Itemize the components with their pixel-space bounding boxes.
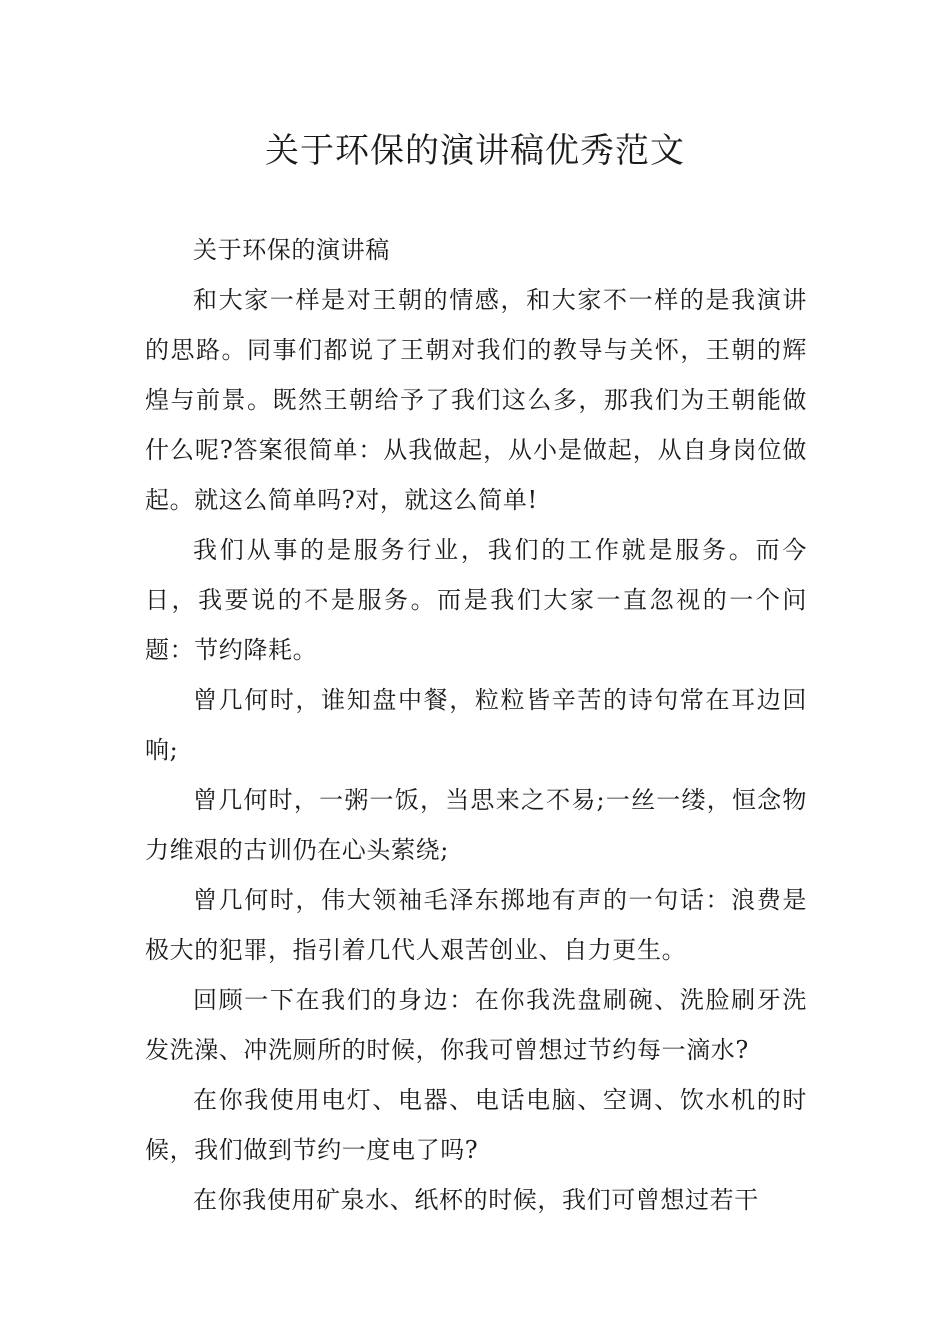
paragraph: 曾几何时，伟大领袖毛泽东掷地有声的一句话：浪费是极大的犯罪，指引着几代人艰苦创业、自力更生。: [145, 886, 807, 964]
paragraph-heading: 关于环保的演讲稿: [193, 236, 390, 264]
paragraph: 曾几何时，一粥一饭，当思来之不易;一丝一缕，恒念物力维艰的古训仍在心头萦绕;: [145, 786, 807, 864]
document-title: 关于环保的演讲稿优秀范文: [265, 131, 685, 171]
paragraph: 在你我使用电灯、电器、电话电脑、空调、饮水机的时候，我们做到节约一度电了吗?: [145, 1086, 807, 1164]
document-body: [145, 225, 807, 1225]
paragraph: 曾几何时，谁知盘中餐，粒粒皆辛苦的诗句常在耳边回响;: [145, 686, 807, 764]
paragraph: 回顾一下在我们的身边：在你我洗盘刷碗、洗脸刷牙洗发洗澡、冲洗厕所的时候，你我可曾想过节约每一滴水?: [145, 986, 807, 1064]
paragraph: 和大家一样是对王朝的情感，和大家不一样的是我演讲的思路。同事们都说了王朝对我们的教导与关怀，王朝的辉煌与前景。既然王朝给予了我们这么多，那我们为王朝能做什么呢?答案很简单：从我做起，从小是做起，从自身岗位做起。就这么简单吗?对，就这么简单!: [145, 286, 807, 514]
paragraph: 在你我使用矿泉水、纸杯的时候，我们可曾想过若干: [193, 1186, 759, 1214]
paragraph: 我们从事的是服务行业，我们的工作就是服务。而今日，我要说的不是服务。而是我们大家一直忽视的一个问题：节约降耗。: [145, 536, 807, 664]
